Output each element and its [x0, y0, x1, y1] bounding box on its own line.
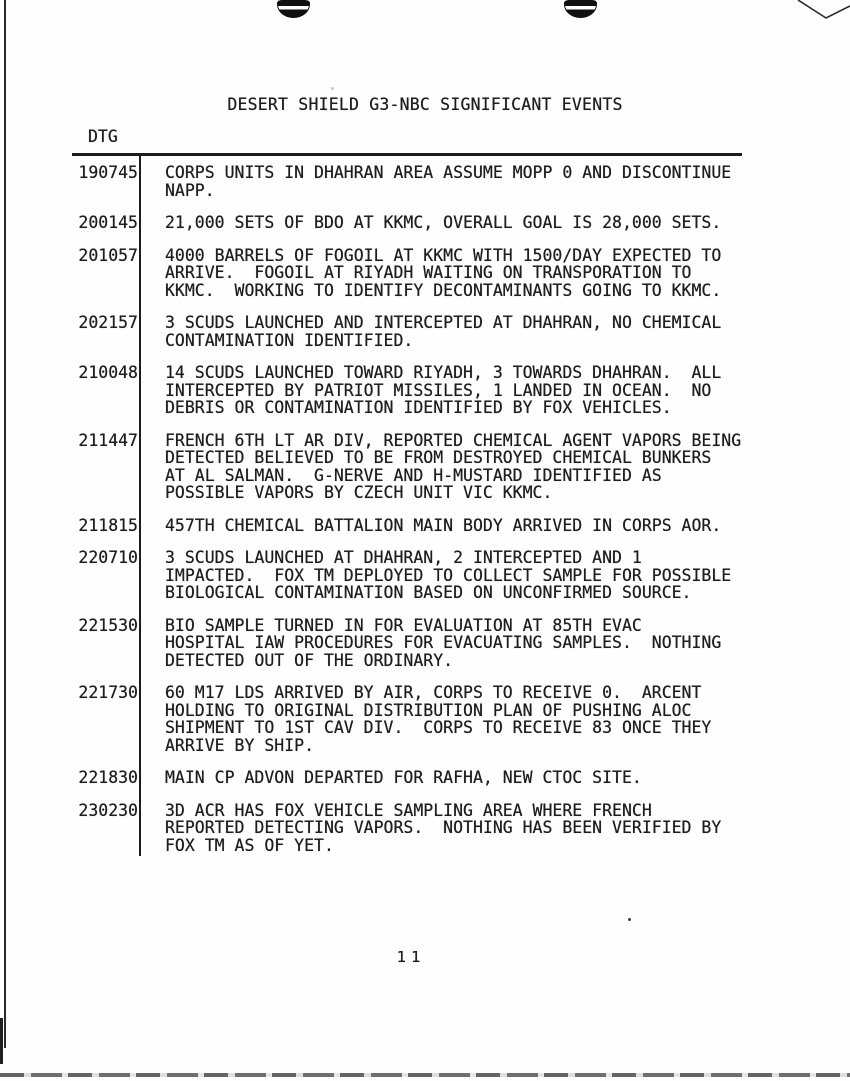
table-row [0, 617, 790, 670]
event-text-line: AT AL SALMAN. G-NERVE AND H-MUSTARD IDENTIFIED AS [165, 465, 662, 485]
event-text-line: 60 M17 LDS ARRIVED BY AIR, CORPS TO RECEIVE 0. ARCENT [165, 683, 702, 702]
table-row [0, 769, 790, 787]
event-text-line: REPORTED DETECTING VAPORS. NOTHING HAS BEEN VERIFIED BY [165, 818, 722, 837]
table-row [0, 164, 790, 199]
dtg-column-header: DTG [88, 127, 118, 146]
event-text-line: NAPP. [165, 180, 215, 200]
event-dtg: 202157 [78, 313, 138, 332]
event-text-line: INTERCEPTED BY PATRIOT MISSILES, 1 LANDED IN OCEAN. NO [165, 380, 712, 400]
event-text-line: 457TH CHEMICAL BATTALION MAIN BODY ARRIVED IN CORPS AOR. [165, 515, 722, 535]
event-text [165, 802, 721, 855]
event-text-line: MAIN CP ADVON DEPARTED FOR RAFHA, NEW CTOC SITE. [165, 768, 642, 787]
event-dtg: 211815 [78, 515, 138, 535]
document-title: DESERT SHIELD G3-NBC SIGNIFICANT EVENTS [227, 95, 623, 114]
event-dtg: 210048 [78, 363, 138, 382]
table-row [0, 432, 790, 502]
punch-hole-mark [277, 0, 310, 18]
event-text-line: 14 SCUDS LAUNCHED TOWARD RIYADH, 3 TOWARDS DHAHRAN. ALL [165, 363, 722, 382]
event-text-line: ARRIVE. FOGOIL AT RIYADH WAITING ON TRANSPORATION TO [165, 263, 692, 282]
scan-bottom-edge-line [0, 1073, 850, 1077]
events-table [0, 164, 790, 869]
event-dtg: 200145 [78, 213, 138, 232]
event-dtg: 220710 [78, 548, 138, 567]
event-text-line: HOLDING TO ORIGINAL DISTRIBUTION PLAN OF PUSHING ALOC [165, 700, 692, 720]
event-text [165, 684, 711, 754]
table-row [0, 517, 790, 535]
event-text-line: 4000 BARRELS OF FOGOIL AT KKMC WITH 1500/DAY EXPECTED TO [165, 245, 722, 265]
table-row [0, 684, 790, 754]
event-text [165, 617, 721, 670]
event-text [165, 364, 721, 417]
event-text-line: ARRIVE BY SHIP. [165, 735, 315, 755]
event-text [165, 432, 741, 502]
event-dtg: 211447 [78, 430, 138, 450]
scan-speck [628, 918, 631, 921]
event-dtg: 201057 [78, 245, 138, 265]
event-text-line: DETECTED OUT OF THE ORDINARY. [165, 650, 454, 670]
event-text [165, 517, 721, 535]
event-text-line: BIO SAMPLE TURNED IN FOR EVALUATION AT 85TH EVAC [165, 615, 642, 635]
event-text [165, 214, 721, 232]
event-text-line: 3D ACR HAS FOX VEHICLE SAMPLING AREA WHERE FRENCH [165, 800, 652, 820]
table-top-rule [72, 153, 742, 156]
scan-bottom-left-mark [0, 1018, 3, 1064]
event-text-line: KKMC. WORKING TO IDENTIFY DECONTAMINANTS GOING TO KKMC. [165, 280, 722, 300]
event-text [165, 164, 731, 199]
event-dtg: 221730 [78, 683, 138, 702]
event-text-line: POSSIBLE VAPORS BY CZECH UNIT VIC KKMC. [165, 483, 553, 502]
event-text-line: CONTAMINATION IDENTIFIED. [165, 330, 414, 350]
event-text-line: 3 SCUDS LAUNCHED AND INTERCEPTED AT DHAHRAN, NO CHEMICAL [165, 313, 722, 332]
table-row [0, 314, 790, 349]
event-text-line: IMPACTED. FOX TM DEPLOYED TO COLLECT SAMPLE FOR POSSIBLE [165, 565, 732, 585]
event-text [165, 247, 721, 300]
table-row [0, 549, 790, 602]
event-text-line: 3 SCUDS LAUNCHED AT DHAHRAN, 2 INTERCEPTED AND 1 [165, 548, 642, 567]
table-row [0, 247, 790, 300]
page-number: 11 [396, 948, 426, 966]
event-dtg: 221530 [78, 615, 138, 635]
table-row [0, 214, 790, 232]
handwritten-check-mark [790, 0, 850, 26]
event-text-line: CORPS UNITS IN DHAHRAN AREA ASSUME MOPP 0 AND DISCONTINUE [165, 163, 732, 182]
event-text-line: SHIPMENT TO 1ST CAV DIV. CORPS TO RECEIVE 83 ONCE THEY [165, 718, 712, 737]
event-dtg: 230230 [78, 800, 138, 820]
event-text-line: DEBRIS OR CONTAMINATION IDENTIFIED BY FOX VEHICLES. [165, 398, 672, 417]
event-text-line: 21,000 SETS OF BDO AT KKMC, OVERALL GOAL IS 28,000 SETS. [165, 213, 722, 232]
punch-hole-mark [564, 0, 597, 18]
event-text-line: FRENCH 6TH LT AR DIV, REPORTED CHEMICAL AGENT VAPORS BEING [165, 430, 742, 450]
event-dtg: 221830 [78, 768, 138, 787]
event-text [165, 549, 731, 602]
event-text-line: HOSPITAL IAW PROCEDURES FOR EVACUATING SAMPLES. NOTHING [165, 633, 722, 652]
table-row [0, 364, 790, 417]
event-text [165, 314, 721, 349]
event-text [165, 769, 642, 787]
event-dtg: 190745 [78, 163, 138, 182]
table-row [0, 802, 790, 855]
event-text-line: BIOLOGICAL CONTAMINATION BASED ON UNCONFIRMED SOURCE. [165, 583, 692, 602]
event-text-line: FOX TM AS OF YET. [165, 835, 334, 855]
event-text-line: DETECTED BELIEVED TO BE FROM DESTROYED CHEMICAL BUNKERS [165, 448, 712, 467]
scan-speck [331, 87, 334, 90]
